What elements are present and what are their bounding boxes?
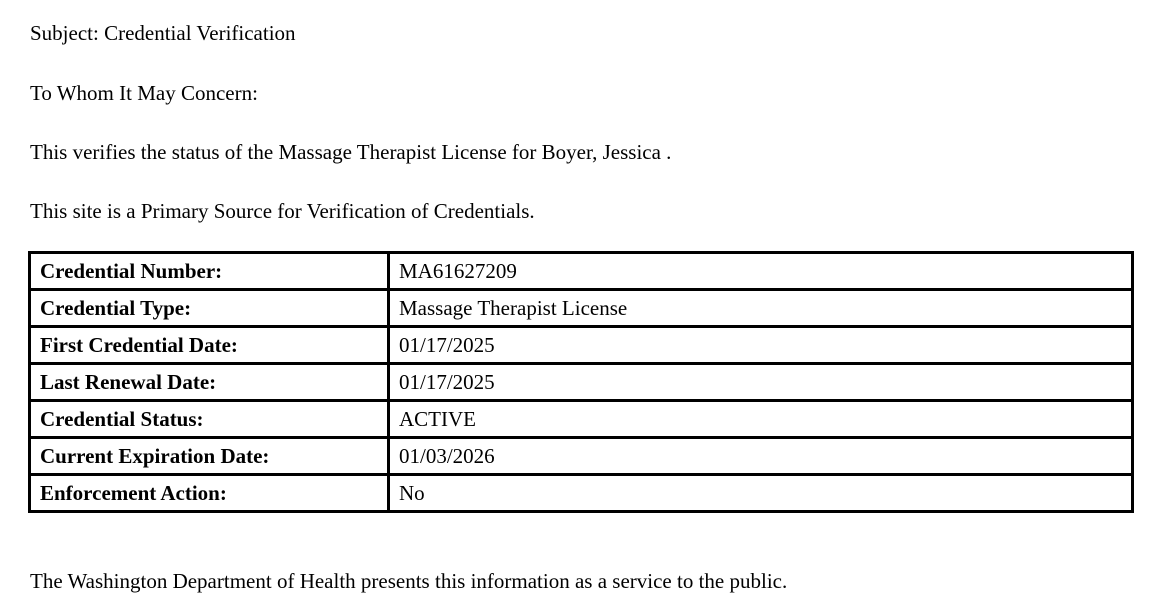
current-expiration-date-value: 01/03/2026 xyxy=(389,438,1133,475)
first-credential-date-value: 01/17/2025 xyxy=(389,327,1133,364)
table-row xyxy=(30,438,1133,475)
letter-subject: Subject: Credential Verification xyxy=(30,21,296,45)
last-renewal-date-value: 01/17/2025 xyxy=(389,364,1133,401)
credential-type-value: Massage Therapist License xyxy=(389,290,1133,327)
enforcement-action-value: No xyxy=(389,475,1133,512)
credential-status-value: ACTIVE xyxy=(389,401,1133,438)
credential-type-label: Credential Type: xyxy=(30,290,389,327)
credential-number-value: MA61627209 xyxy=(389,253,1133,290)
table-row xyxy=(30,364,1133,401)
credential-status-label: Credential Status: xyxy=(30,401,389,438)
verification-statement: This verifies the status of the Massage Therapist License for Boyer, Jessica . xyxy=(30,140,672,164)
credential-number-label: Credential Number: xyxy=(30,253,389,290)
table-row xyxy=(30,253,1133,290)
enforcement-action-label: Enforcement Action: xyxy=(30,475,389,512)
table-row xyxy=(30,475,1133,512)
letter-salutation: To Whom It May Concern: xyxy=(30,81,258,105)
credential-table xyxy=(28,251,1134,513)
current-expiration-date-label: Current Expiration Date: xyxy=(30,438,389,475)
footer-note: The Washington Department of Health presents this information as a service to the public. xyxy=(30,569,788,593)
table-row xyxy=(30,327,1133,364)
primary-source-statement: This site is a Primary Source for Verification of Credentials. xyxy=(30,199,535,223)
table-row xyxy=(30,290,1133,327)
last-renewal-date-label: Last Renewal Date: xyxy=(30,364,389,401)
first-credential-date-label: First Credential Date: xyxy=(30,327,389,364)
table-row xyxy=(30,401,1133,438)
